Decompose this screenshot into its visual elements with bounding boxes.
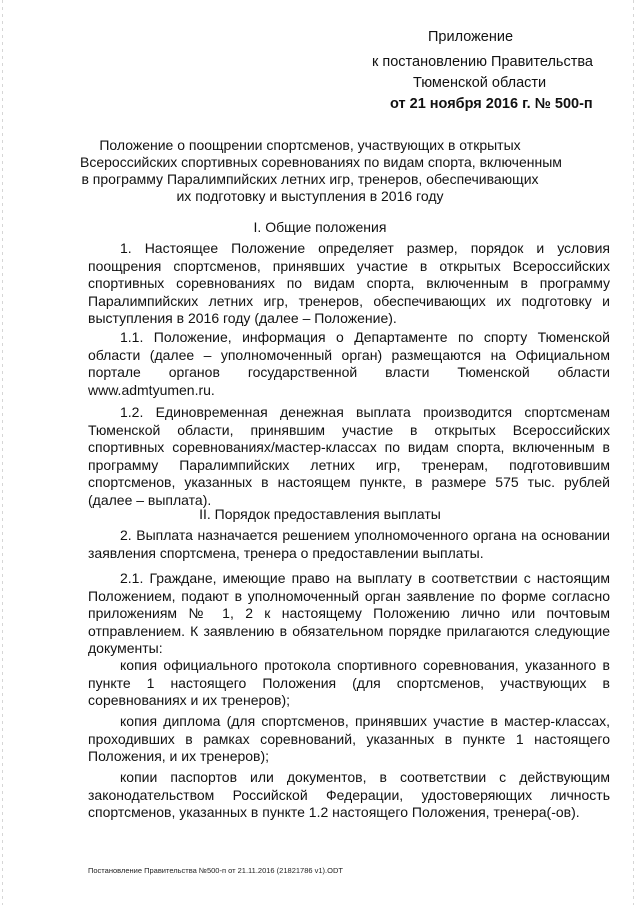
text-line: документы: (88, 640, 163, 657)
title-line: в программу Паралимпийских летних игр, тренеров, обеспечивающих (81, 171, 539, 187)
paragraph-2 (88, 527, 610, 562)
text-line: соревнованиях и их тренеров); (88, 692, 291, 709)
text-line: копия официального протокола спортивного соревнования, указанного в (120, 657, 610, 673)
text-line: спортивных соревнованиях/мастер-классах по видам спорта, включенным в (88, 439, 610, 456)
title-line: их подготовку и выступления в 2016 году (176, 188, 444, 204)
text-line: www.admtyumen.ru. (88, 381, 215, 398)
scan-edge-right (633, 0, 634, 905)
text-line: 2.1. Граждане, имеющие право на выплату в соответствии с настоящим (120, 570, 610, 586)
text-line: приложениям № 1, 2 к настоящему Положению лично или почтовым (88, 605, 610, 622)
list-item-diploma (88, 713, 610, 766)
text-line: отправлением. К заявлению в обязательном порядке прилагаются следующие (88, 622, 610, 639)
annex-line-1: к постановлению Правительства (372, 54, 593, 70)
paragraph-1-1 (88, 329, 610, 399)
footer-document-id: Постановление Правительства №500-п от 21.11.2016 (21821786 v1).ODT (88, 866, 343, 875)
paragraph-2-1 (88, 570, 610, 658)
text-line: 1.2. Единовременная денежная выплата производится спортсменам (120, 404, 610, 420)
text-line: спортсменов, указанных в настоящем пункте, в размере 575 тыс. рублей (88, 474, 610, 491)
text-line: пункте 1 настоящего Положения (для спортсменов, участвующих в (88, 674, 610, 691)
document-title (80, 137, 562, 205)
title-line: Положение о поощрении спортсменов, участвующих в открытых (99, 137, 521, 153)
text-line: программу Паралимпийских летних игр, тренерам, подготовившим (88, 456, 610, 473)
paragraph-1 (88, 240, 610, 328)
text-line: проходивших в рамках соревнований, указанных в пункте 1 настоящего (88, 730, 610, 747)
annex-date-number: от 21 ноября 2016 г. № 500-п (390, 96, 593, 112)
text-line: 1.1. Положение, информация о Департаменте по спорту Тюменской (120, 329, 610, 345)
annex-line-2: Тюменской области (413, 75, 547, 91)
list-item-passports (88, 769, 610, 822)
text-line: Тюменской области, принявшим участие в открытых Всероссийских (88, 421, 610, 438)
text-line: законодательством Российской Федерации, удостоверяющих личность (88, 786, 610, 803)
text-line: портале органов государственной власти Тюменской области (88, 364, 610, 381)
text-line: копии паспортов или документов, в соответствии с действующим (120, 769, 610, 785)
title-line: Всероссийских спортивных соревнованиях по видам спорта, включенным (80, 154, 562, 170)
text-line: Паралимпийских летних игр, тренеров, обеспечивающих их подготовку и (88, 292, 610, 309)
text-line: копия диплома (для спортсменов, принявших участие в мастер-классах, (120, 713, 610, 729)
paragraph-1-2 (88, 404, 610, 510)
section-heading-2: II. Порядок предоставления выплаты (199, 506, 441, 522)
text-line: 1. Настоящее Положение определяет размер, порядок и условия (120, 240, 610, 256)
annex-label: Приложение (428, 29, 514, 45)
text-line: спортивных соревнованиях по видам спорта, включенным в программу (88, 275, 610, 292)
text-line: спортсменов, указанных в пункте 1.2 настоящего Положения, тренера(-ов). (88, 804, 580, 821)
list-item-protocol (88, 657, 610, 710)
text-line: (далее – выплата). (88, 491, 212, 508)
section-heading-1: I. Общие положения (253, 219, 387, 235)
text-line: поощрения спортсменов, принявших участие в открытых Всероссийских (88, 257, 610, 274)
text-line: выступления в 2016 году (далее – Положение). (88, 310, 397, 327)
text-line: Положением, подают в уполномоченный орган заявление по форме согласно (88, 587, 610, 604)
text-line: области (далее – уполномоченный орган) размещаются на Официальном (88, 346, 610, 363)
text-line: заявления спортсмена, тренера о предоставлении выплаты. (88, 544, 484, 561)
text-line: Положения, и их тренеров); (88, 748, 270, 765)
scan-edge-left (2, 0, 3, 905)
text-line: 2. Выплата назначается решением уполномоченного органа на основании (120, 527, 610, 543)
